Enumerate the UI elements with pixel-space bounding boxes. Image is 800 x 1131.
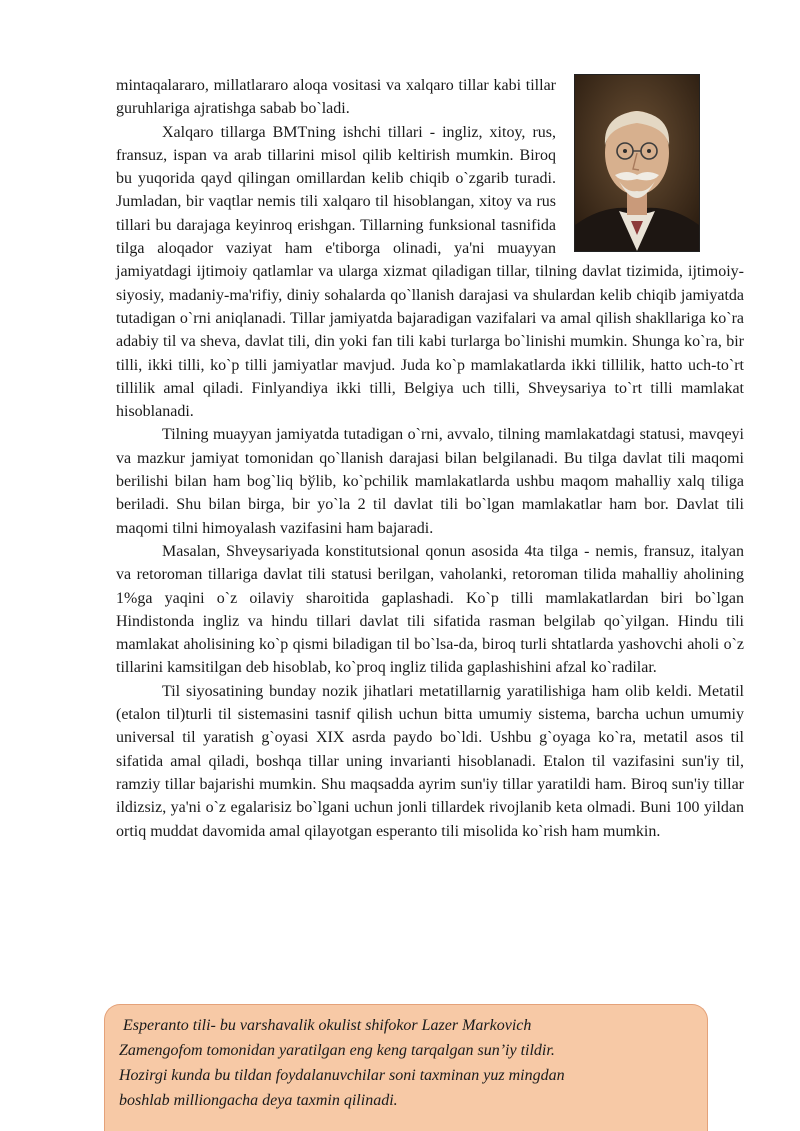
paragraph-4: Masalan, Shveysariyada konstitutsional qonun asosida 4ta tilga - nemis, fransuz, italyan va retoroman tillariga davlat tili statusi berilgan, vaholanki, retoroman tilida mahalliy aholining 1%ga yaqini o`z oilaviy sharoitida gaplashadi. Ko`p tilli mamlakatlardan biri bo`lgan Hindistonda ingliz va hindu tillari davlat tili sifatida rasman belgilab qo`yilgan. Hindu tili mamlakat aholisining ko`p qismi biladigan til bo`lsa-da, biroq turli shtatlarda yashovchi aholi o`z tillarini kamsitilgan deb hisoblab, ko`proq ingliz tilida gaplashishini afzal ko`radilar. [116, 542, 744, 677]
paragraph-1: mintaqalararo, millatlararo aloqa vositasi va xalqaro tillar kabi tillar guruhlariga ajratishga sabab bo`ladi. [116, 77, 556, 118]
portrait-illustration [575, 75, 699, 251]
paragraph-2: Xalqaro tillarga BMTning ishchi tillari - ingliz, xitoy, rus, fransuz, ispan va arab tillarini misol qilib keltirish mumkin. Biroq bu yuqorida qayd qilingan omillardan kelib chiqib o`zgarib turadi. Jumladan, bir vaqtlar nemis tili xalqaro til hisoblangan, xitoy va rus tillari bu darajaga keyinroq erishgan. Tillarning funksional tasnifida tilga aloqador vaziyat ham e'tiborga olinadi, ya'ni muayyan jamiyatdagi ijtimoiy qatlamlar va ularga xizmat qiladigan tillar, tilning davlat tizimida, ijtimoiy-siyosiy, madaniy-ma'rifiy, diniy sohalarda qo`llanish darajasi va shulardan kelib chiqib jamiyatda tutadigan o`rni aniqlanadi. Tillar jamiyatda bajaradigan vazifalari va amal qilish shakllariga ko`ra adabiy til va sheva, davlat tili, din yoki fan tili kabi turlarga bo`linishi mumkin. Shunga ko`ra, bir tilli, ikki tilli, ko`p tilli jamiyatlar mavjud. Juda ko`p mamlakatlarda ikki tillilik, hatto uch-to`rt tillilik amal qiladi. Finlyandiya ikki tilli, Belgiya uch tilli, Shveysariya to`rt tilli mamlakat hisoblanadi. [116, 123, 744, 421]
portrait-image [574, 74, 700, 252]
main-text [116, 74, 744, 843]
esperanto-note-box [104, 1004, 708, 1131]
paragraph-3: Tilning muayyan jamiyatda tutadigan o`rni, avvalo, tilning mamlakatdagi statusi, mavqeyi va mazkur jamiyat tomonidan qo`llanish darajasi bilan belgilanadi. Bu tilga davlat tili maqomi berilishi bilan ham bog`liq bўlib, ko`pchilik mamlakatlarda ushbu maqom mahalliy xalq tiliga beriladi. Shu bilan birga, bir yo`la 2 til davlat tili bo`lgan mamlakatlar ham bor. Davlat tili maqomi tilni himoyalash vazifasini ham bajaradi. [116, 426, 744, 537]
note-line: Hozirgi kunda bu tildan foydalanuvchilar soni taxminan yuz mingdan [119, 1067, 565, 1084]
note-line: Zamengofom tomonidan yaratilgan eng keng tarqalgan sun’iy tildir. [119, 1042, 555, 1059]
paragraph-5: Til siyosatining bunday nozik jihatlari metatillarnig yaratilishiga ham olib keldi. Metatil (etalon til)turli til sistemasini tasnif qilish uchun bitta umumiy sistema, barcha uchun umumiy universal til yaratish g`oyasi XIX asrda paydo bo`ldi. Ushbu g`oyaga ko`ra, metatil asos til sifatida amal qiladi, boshqa tillar uning invarianti hisoblanadi. Etalon til vazifasini sun'iy til, ramziy tillar bajarishi mumkin. Shu maqsadda ayrim sun'iy tillar yaratildi ham. Biroq sun'iy tillar ildizsiz, ya'ni o`z egalarisiz bo`lgani uchun jonli tillardek rivojlanib keta olmadi. Buni 100 yildan ortiq muddat davomida amal qilayotgan esperanto tili misolida ko`rish ham mumkin. [116, 682, 744, 840]
note-line: Esperanto tili- bu varshavalik okulist shifokor Lazer Markovich [119, 1017, 532, 1034]
note-line: boshlab milliongacha deya taxmin qilinadi. [119, 1092, 398, 1109]
